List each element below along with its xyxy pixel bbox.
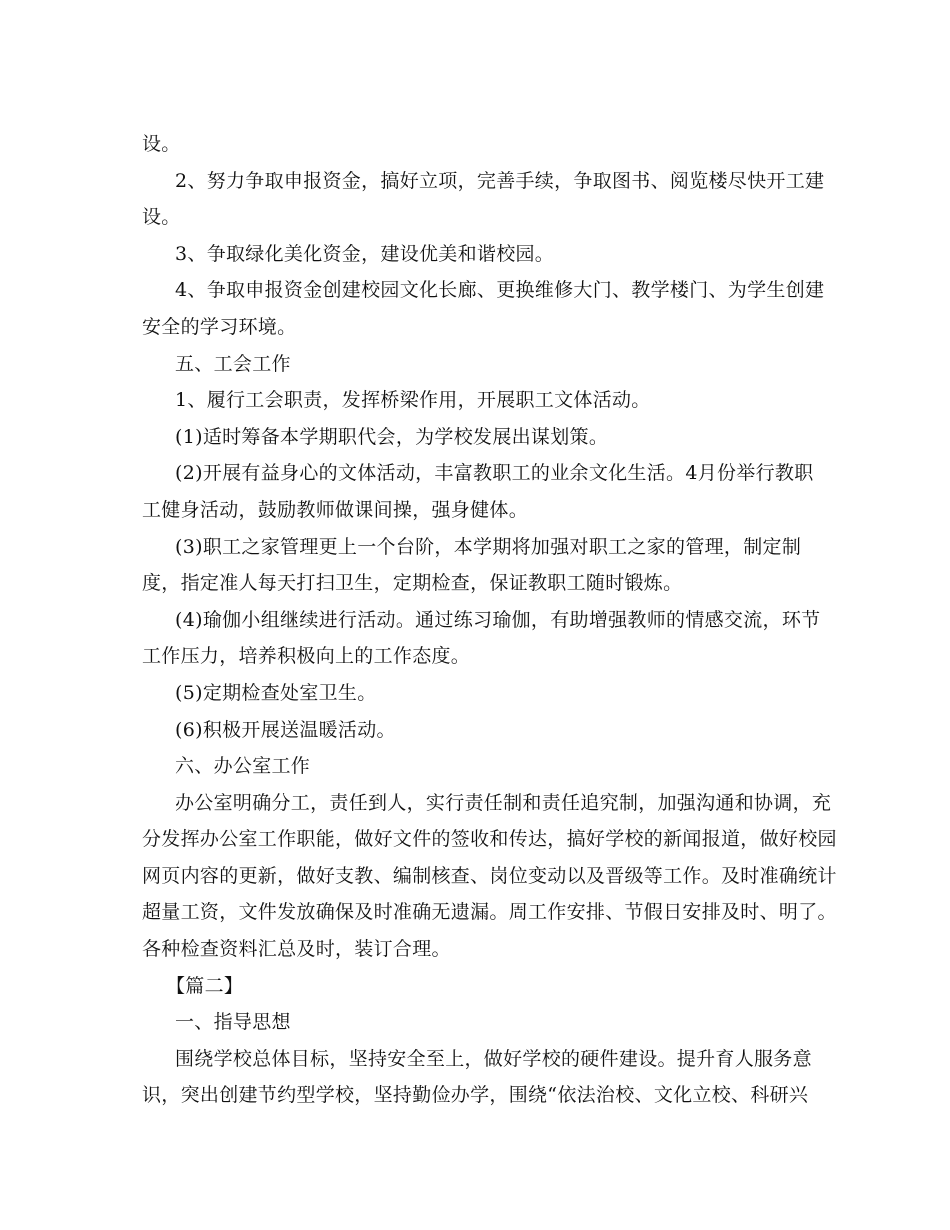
text-line: 围绕学校总体目标，坚持安全至上，做好学校的硬件建设。提升育人服务意 [175, 1047, 812, 1070]
text-line: 度，指定准人每天打扫卫生，定期检查，保证教职工随时锻炼。 [142, 572, 683, 595]
text-line: 工健身活动，鼓励教师做课间操，强身健体。 [142, 498, 529, 521]
text-line: 各种检查资料汇总及时，装订合理。 [142, 938, 451, 961]
text-line: (1)适时筹备本学期职代会，为学校发展出谋划策。 [175, 425, 609, 448]
section-heading: 一、指导思想 [175, 1011, 291, 1034]
text-line: 办公室明确分工，责任到人，实行责任制和责任追究制，加强沟通和协调，充 [175, 791, 832, 814]
section-heading: 五、工会工作 [175, 352, 291, 375]
text-line: 1、履行工会职责，发挥桥梁作用，开展职工文体活动。 [175, 389, 651, 412]
text-line: (5)定期检查处室卫生。 [175, 681, 377, 704]
text-line: (6)积极开展送温暖活动。 [175, 718, 396, 741]
text-line: 识，突出创建节约型学校，坚持勤俭办学，围绕“依法治校、文化立校、科研兴 [142, 1084, 809, 1107]
text-line: 设。 [142, 206, 181, 229]
text-line: 超量工资，文件发放确保及时准确无遗漏。周工作安排、节假日安排及时、明了。 [142, 901, 837, 924]
text-line: (3)职工之家管理更上一个台阶，本学期将加强对职工之家的管理，制定制 [175, 535, 802, 558]
text-line: 网页内容的更新，做好支教、编制核查、岗位变动以及晋级等工作。及时准确统计 [142, 864, 837, 887]
part-heading: 【篇二】 [166, 974, 244, 997]
text-line: 4、争取申报资金创建校园文化长廊、更换维修大门、教学楼门、为学生创建 [175, 279, 825, 302]
text-line: 3、争取绿化美化资金，建设优美和谐校园。 [175, 242, 555, 265]
text-line: (2)开展有益身心的文体活动，丰富教职工的业余文化生活。4月份举行教职 [175, 462, 814, 485]
section-heading: 六、办公室工作 [175, 755, 311, 778]
text-line: 2、努力争取申报资金，搞好立项，完善手续，争取图书、阅览楼尽快开工建 [175, 169, 825, 192]
text-line: 安全的学习环境。 [142, 315, 297, 338]
text-line: (4)瑜伽小组继续进行活动。通过练习瑜伽，有助增强教师的情感交流，环节 [175, 608, 821, 631]
text-line: 工作压力，培养积极向上的工作态度。 [142, 645, 471, 668]
document-page [142, 126, 837, 1114]
text-line: 分发挥办公室工作职能，做好文件的签收和传达，搞好学校的新闻报道，做好校园 [142, 828, 837, 851]
text-line: 设。 [142, 133, 181, 155]
